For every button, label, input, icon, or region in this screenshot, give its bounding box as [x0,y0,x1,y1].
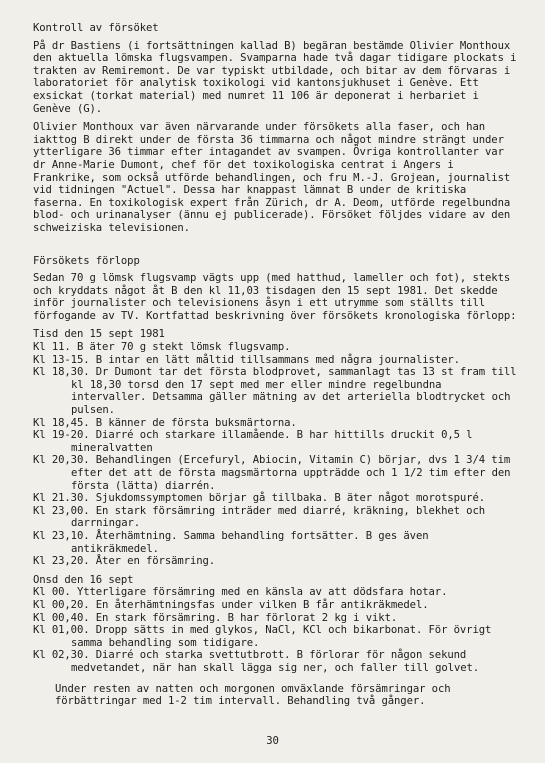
timeline-entry: Kl 02,30. Diarré och starka svettutbrott. B förlorar för någon sekund medvetandet, när han skall lägga sig ner, och faller till golvet. [33,649,480,674]
timeline-entry: Kl 00,40. En stark försämring. B har förlorat 2 kg i vikt. [33,611,398,624]
day-heading-tuesday: Tisd den 15 sept 1981 [33,328,165,341]
timeline-entry: Kl 23,00. En stark försämring inträder med diarré, kräkning, blekhet och darrningar. [33,504,486,530]
page-number: 30 [266,735,279,747]
section-heading-course: Försökets förlopp [33,254,140,267]
timeline-entry: Kl 23,10. Återhämtning. Samma behandling fortsätter. B ges även antikräkmedel. [33,529,429,555]
timeline-entry: Kl 11. B äter 70 g stekt lömsk flugsvamp. [33,341,291,354]
timeline-entry: Kl 23,20. Åter en försämring. [33,555,216,568]
paragraph-closing: Under resten av natten och morgonen omväxlande försämringar och förbättringar med 1-2 tim intervall. Behandling två gånger. [55,682,451,708]
paragraph-controllers: Olivier Monthoux var även närvarande under försökets alla faser, och han iakttog B direkt under de första 36 timmarna och något mindre strängt under ytterligare 36 timmar efter intagandet av svampen. Övriga kontrollanter var dr Anne-Marie Dumont, chef för det toxikologiska centrat i Angers i Frankrike, som också utförde behandlingen, och fru M.-J. Grojean, journalist vid tidningen "Actuel". Dessa har knappast lämnat B under de kritiska faserna. En toxikologisk expert från Zürich, dr A. Deom, utförde regelbundna blod- och urinanalyser (ännu ej publicerade). Försöket följdes vidare av den schweiziska televisionen. [33,121,511,234]
timeline-entry: Kl 00. Ytterligare försämring med en känsla av att dödsfara hotar. [33,586,448,599]
timeline-entry: Kl 00,20. En återhämtningsfas under vilken B får antikräkmedel. [33,598,429,611]
timeline-entry: Kl 13-15. B intar en lätt måltid tillsammans med några journalister. [33,353,460,366]
day-heading-wednesday: Onsd den 16 sept [33,573,134,586]
timeline-wednesday [33,586,517,674]
timeline-entry: Kl 18,45. B känner de första buksmärtorna. [33,416,297,429]
timeline-entry: Kl 01,00. Dropp sätts in med glykos, NaCl, KCl och bikarbonat. För övrigt samma behandling som tidigare. [33,624,492,649]
section-heading-control: Kontroll av försöket [33,22,159,34]
timeline-entry: Kl 20,30. Behandlingen (Ercefuryl, Abiocin, Vitamin C) börjar, dvs 1 3/4 tim efter det att de första magsmärtorna uppträdde och 1 1/2 tim efter den första (lätta) diarrén. [33,454,511,492]
timeline-tuesday [33,341,517,568]
timeline-entry: Kl 21.30. Sjukdomssymptomen börjar gå tillbaka. B äter något morotspuré. [33,492,486,505]
paragraph-mushroom-identification: På dr Bastiens (i fortsättningen kallad B) begäran bestämde Olivier Monthoux den aktuella lömska flugsvampen. Svamparna hade två dagar tidigare plockats i trakten av Remiremont. De var typiskt utbildade, och bitar av dem förvaras i laboratoriet för analytisk toxikologi vid kantonsjukhuset i Genève. Ett exsickat (torkat material) med numret 11 106 är deponerat i herbariet i Genève (G). [33,39,517,115]
timeline-entry: Kl 19-20. Diarré och starkare illamående. B har hittills druckit 0,5 l mineralvatten [33,429,473,454]
timeline-entry: Kl 18,30. Dr Dumont tar det första blodprovet, sammanlagt tas 13 st fram till kl 18,30 torsd den 17 sept med mer eller mindre regelbundna intervaller. Detsamma gäller mätning av det arteriella blodtrycket och pulsen. [33,366,517,417]
paragraph-experiment-intro: Sedan 70 g lömsk flugsvamp vägts upp (med hatthud, lameller och fot), stekts och kryddats något åt B den kl 11,03 tisdagen den 15 sept 1981. Det skedde inför journalister och televisionens åsyn i ett utrymme som ställts till förfogande av TV. Kortfattad beskrivning över försökets kronologiska förlopp: [33,272,517,322]
